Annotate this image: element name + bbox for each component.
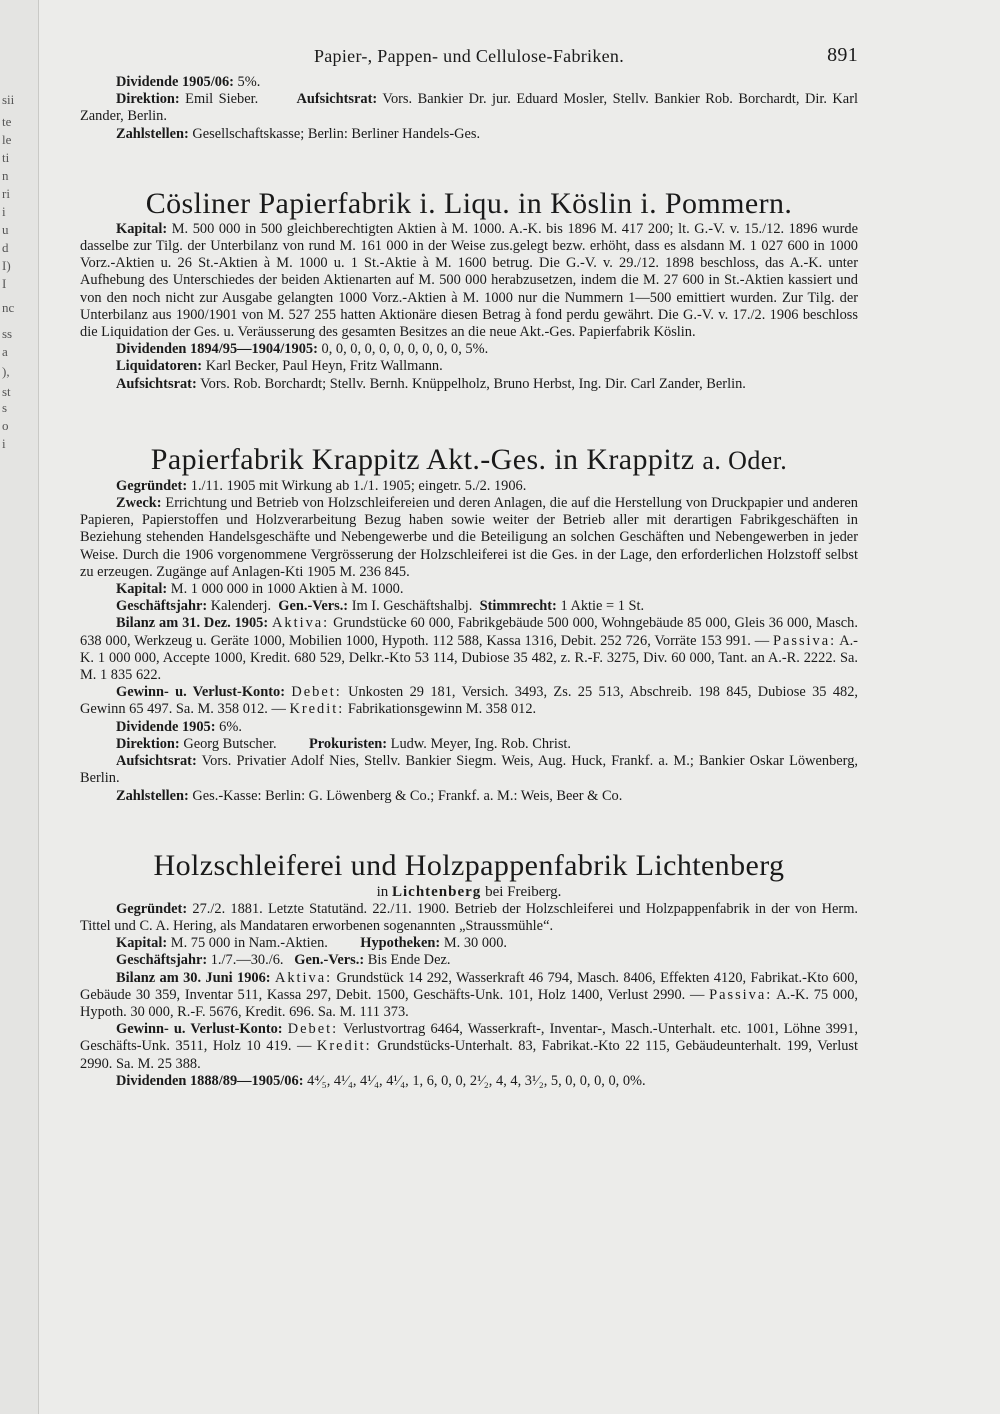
entry-coesliner-papierfabrik [80, 187, 858, 393]
field-value: 1 Aktie = 1 St. [560, 598, 645, 615]
margin-fragment: I) [2, 258, 11, 273]
page-content [80, 40, 858, 1090]
field-value: Vors. Privatier Adolf Nies, Stellv. Bankier Siegm. Weis, Aug. Huck, Frankf. a. M.; Bankier Oskar Löwenberg, Berlin. [80, 753, 858, 787]
field-label: Stimmrecht: [479, 598, 557, 615]
field-label: Gewinn- u. Verlust-Konto: [116, 1021, 283, 1038]
margin-fragment: a [2, 344, 8, 359]
field-label: Direktion: [116, 91, 180, 108]
margin-fragment: s [2, 400, 8, 415]
field-label: Kapital: [116, 220, 168, 237]
margin-fragment: i [2, 436, 6, 451]
entry-line [80, 581, 858, 598]
margin-fragment: le [2, 132, 12, 147]
company-heading-main: Papierfabrik Krappitz Akt.-Ges. in Krappitz [150, 442, 695, 476]
field-label: Geschäftsjahr: [116, 598, 208, 615]
margin-fragment: o [2, 418, 9, 433]
entry-line [80, 935, 858, 952]
field-value: Vors. Rob. Borchardt; Stellv. Bernh. Knüppelholz, Bruno Herbst, Ing. Dir. Carl Zander, Berlin. [200, 375, 746, 392]
field-label-spaced: Debet: [287, 1021, 339, 1038]
company-heading-suffix: a. Oder. [702, 445, 788, 475]
field-value: Georg Butscher. [183, 735, 277, 752]
margin-fragment: i [2, 204, 6, 219]
field-value: Emil Sieber. [185, 91, 259, 108]
field-value: Karl Becker, Paul Heyn, Fritz Wallmann. [205, 358, 443, 375]
entry-line [80, 91, 858, 125]
margin-fragment: u [2, 222, 9, 237]
field-label: Aufsichtsrat: [116, 375, 197, 392]
field-label-spaced: Kredit: [316, 1038, 372, 1055]
field-label: Kapital: [116, 581, 168, 598]
entry-line [80, 74, 858, 91]
margin-fragment: nc [2, 300, 15, 315]
field-label: Bilanz am 31. Dez. 1905: [116, 615, 269, 632]
field-label: Geschäftsjahr: [116, 952, 208, 969]
field-label-spaced: Debet: [291, 684, 342, 701]
field-label: Aufsichtsrat: [296, 91, 378, 108]
entry-line [80, 952, 858, 969]
margin-fragment: sii [2, 92, 15, 107]
entry-line [80, 598, 858, 615]
field-value: Fabrikationsgewinn M. 358 012. [347, 701, 537, 718]
margin-fragment: ss [2, 326, 13, 341]
company-heading: Holzschleiferei und Holzpappenfabrik Lichtenberg [153, 848, 785, 882]
margin-fragment: ), [2, 364, 10, 379]
field-label: Aufsichtsrat: [116, 753, 197, 770]
field-label: Gegründet: [116, 900, 188, 917]
margin-fragment: ti [2, 150, 10, 165]
field-label: Gen.-Vers.: [294, 952, 365, 969]
field-label: Gewinn- u. Verlust-Konto: [116, 684, 286, 701]
margin-fragment: st [2, 384, 11, 399]
field-value: Ges.-Kasse: Berlin: G. Löwenberg & Co.; Frankf. a. M.: Weis, Beer & Co. [192, 787, 623, 804]
field-label: Prokuristen: [308, 735, 388, 752]
entry-line [80, 341, 858, 358]
field-value: 4⁴⁄₅, 4¹⁄₄, 4¹⁄₄, 4¹⁄₄, 1, 6, 0, 0, 2¹⁄₂, 4, 4, 3¹⁄₂, 5, 0, 0, 0, 0, 0%. [307, 1072, 646, 1089]
field-value: 1./7.—30./6. [210, 952, 284, 969]
entry-line [80, 358, 858, 375]
margin-fragment: te [2, 114, 12, 129]
field-label: Gegründet: [116, 477, 188, 494]
field-value: Grundstücks-Unterhalt. 83, Fabrikat.-Kto 22 115, Gebäudeunterhalt. 199, Verlust 2990. Sa. M. 25 388. [80, 1038, 858, 1072]
field-label: Zahlstellen: [116, 125, 189, 142]
field-label: Gen.-Vers.: [278, 598, 349, 615]
field-label: Liquidatoren: [116, 358, 203, 375]
entry-line [80, 376, 858, 393]
field-value: Unkosten 29 181, Versich. 3493, Zs. 25 513, Abschreib. 198 845, Dubiose 35 482, Gewinn 65 497. Sa. M. 358 012. — [80, 684, 859, 718]
entry-line [80, 719, 858, 736]
margin-fragment: d [2, 240, 9, 255]
entry-continued [80, 74, 858, 143]
field-value: Kalenderj. [210, 598, 272, 615]
field-value: A.-K. 1 000 000, Accepte 1000, Kredit. 680 529, Delkr.-Kto 53 114, Dubiose 35 482, z. R.-F. 3275, Div. 60 000, Tant. an A.-R. 2222. Sa. M. 1 835 622. [80, 632, 858, 684]
entry-line [80, 753, 858, 787]
field-label: Zahlstellen: [116, 787, 189, 804]
location-suffix: bei Freiberg. [485, 883, 562, 900]
left-margin-strip [0, 0, 39, 1414]
field-value: M. 1 000 000 in 1000 Aktien à M. 1000. [170, 581, 404, 598]
running-head-title: Papier-, Pappen- und Cellulose-Fabriken. [313, 46, 625, 66]
entry-line [80, 126, 858, 143]
entry-line [80, 970, 858, 1022]
entry-line [80, 1073, 858, 1090]
field-value: A.-K. 75 000, Hypoth. 30 000, R.-F. 5676, Kredit. 696. Sa. M. 111 373. [80, 986, 858, 1020]
field-value: Grundstücke 60 000, Fabrikgebäude 500 000, Wohngebäude 85 000, Gleis 36 000, Masch. 638 000, Werkzeug u. Geräte 1000, Mobilien 1000, Hypoth. 112 588, Kassa 1316, Debit. 252 726, Vorräte 153 991. — [80, 615, 858, 649]
location-name: Lichtenberg [391, 883, 482, 900]
field-label: Zweck: [116, 495, 162, 512]
field-value: Ludw. Meyer, Ing. Rob. Christ. [390, 735, 572, 752]
margin-fragment: ri [2, 186, 10, 201]
location-prefix: in [376, 883, 389, 900]
margin-fragment: n [2, 168, 9, 183]
field-value: Vors. Bankier Dr. jur. Eduard Mosler, Stellv. Bankier Rob. Borchardt, Dir. Karl Zander, Berlin. [80, 91, 858, 125]
field-value: 27./2. 1881. Letzte Statutänd. 22./11. 1900. Betrieb der Holzschleiferei und Holzpappenfabrik in der von Herm. Tittel und C. A. Hering, als Mandataren erworbenen sogenannten „Straussmühle“. [80, 900, 858, 934]
entry-line [80, 615, 858, 684]
entry-line [80, 901, 858, 935]
field-value: M. 500 000 in 500 gleichberechtigten Aktien à M. 1000. A.-K. bis 1896 M. 417 200; lt. G.-V. v. 15./12. 1896 wurde dasselbe zur Tilg. der Unterbilanz von rund M. 161 000 in der Weise zus.gelegt bezw. erhöht, dass es alsdann M. 1 027 600 in 1000 Vorz.-Aktien u. 26 St.-Aktien à M. 1000 u. 1 St.-Aktie à M. 1600 betrug. Die G.-V. v. 29./12. 1898 beschloss, das A.-K. unter Aufhebung des Unterschiedes der beiden Aktienarten auf M. 500 000 herabzusetzen, indem die M. 27 600 in St.-Aktien kassiert und von den noch nicht zur Ausgabe gelangten 1000 Vorz.-Aktien à M. 1000 nur die Nummern 1—500 emittiert wurden. Zur Tilg. der Unterbilanz aus 1900/1901 von M. 527 255 hatten Aktionäre diesen Betrag à fond perdu gewährt. Die G.-V. v. 17./2. 1906 beschloss die Liquidation der Ges. u. Veräusserung des gesamten Besitzes an die neue Akt.-Ges. Papierfabrik Köslin. [80, 220, 858, 341]
field-value: 5%. [237, 74, 261, 90]
field-value: Grundstück 14 292, Wasserkraft 46 794, Masch. 8406, Effekten 4120, Fabrikat.-Kto 600, Gebäude 30 359, Inventar 511, Kassa 297, Debit. 1500, Geschäfts-Unk. 101, Holz 1400, Verlust 2990. — [80, 969, 858, 1003]
field-label: Bilanz am 30. Juni 1906: [116, 969, 271, 986]
company-heading: Cösliner Papierfabrik i. Liqu. in Köslin i. Pommern. [145, 186, 793, 220]
page-number: 891 [827, 44, 858, 66]
field-label: Kapital: [116, 935, 168, 952]
field-label: Dividende 1905/06: [116, 74, 234, 90]
field-value: M. 30 000. [443, 935, 508, 952]
entry-line [80, 478, 858, 495]
running-head [80, 40, 858, 74]
field-label-spaced: Passiva: [709, 986, 773, 1003]
field-value: 6%. [219, 718, 242, 735]
field-label-spaced: Kredit: [289, 701, 345, 718]
field-value: Errichtung und Betrieb von Holzschleifereien und deren Anlagen, die auf die Herstellung von Druckpapier und anderen Papieren, Papierstoffen und Holzverarbeitung Bezug haben sowie weiter der Betrieb aller mit derartigen Fabrikgeschäften in Beziehung stehenden Handelsgeschäfte und Nebengewerbe und die Beteiligung an solchen Geschäften und Nebengewerben in jeder Weise. Durch die 1906 vorgenommene Vergrösserung der Holzschleiferei ist die Ges. in der Lage, den erforderlichen Holzstoff selbst zu erzeugen. Zugänge auf Anlagen-Kti 1905 M. 236 845. [80, 495, 858, 580]
entry-line [80, 1021, 858, 1073]
field-value: 0, 0, 0, 0, 0, 0, 0, 0, 0, 0, 5%. [321, 341, 489, 358]
entry-line [80, 788, 858, 805]
field-value: M. 75 000 in Nam.-Aktien. [170, 935, 328, 952]
field-label: Dividenden 1894/95—1904/1905: [116, 341, 318, 358]
entry-papierfabrik-krappitz [80, 443, 858, 805]
field-value: Im I. Geschäftshalbj. [351, 598, 473, 615]
entry-holzschleiferei-lichtenberg [80, 849, 858, 1090]
field-value: 1./11. 1905 mit Wirkung ab 1./1. 1905; eingetr. 5./2. 1906. [190, 477, 527, 494]
field-value: Verlustvortrag 6464, Wasserkraft-, Inventar-, Masch.-Unterhalt. etc. 1001, Löhne 3991, Geschäfts-Unk. 3511, Holz 10 419. — [80, 1021, 858, 1055]
field-value: Gesellschaftskasse; Berlin: Berliner Handels-Ges. [192, 125, 481, 142]
entry-line [80, 495, 858, 581]
field-label: Direktion: [116, 735, 180, 752]
margin-fragment: I [2, 276, 7, 291]
field-label: Hypotheken: [360, 935, 441, 952]
entry-line [80, 684, 858, 718]
field-label: Dividenden 1888/89—1905/06: [116, 1072, 304, 1089]
field-label-spaced: Aktiva: [274, 969, 333, 986]
field-value: Bis Ende Dez. [367, 952, 451, 969]
entry-line [80, 736, 858, 753]
entry-line [80, 221, 858, 341]
field-label-spaced: Passiva: [772, 632, 837, 649]
field-label: Dividende 1905: [116, 718, 216, 735]
field-label-spaced: Aktiva: [272, 615, 330, 632]
company-heading [80, 443, 858, 478]
company-location [80, 883, 858, 901]
